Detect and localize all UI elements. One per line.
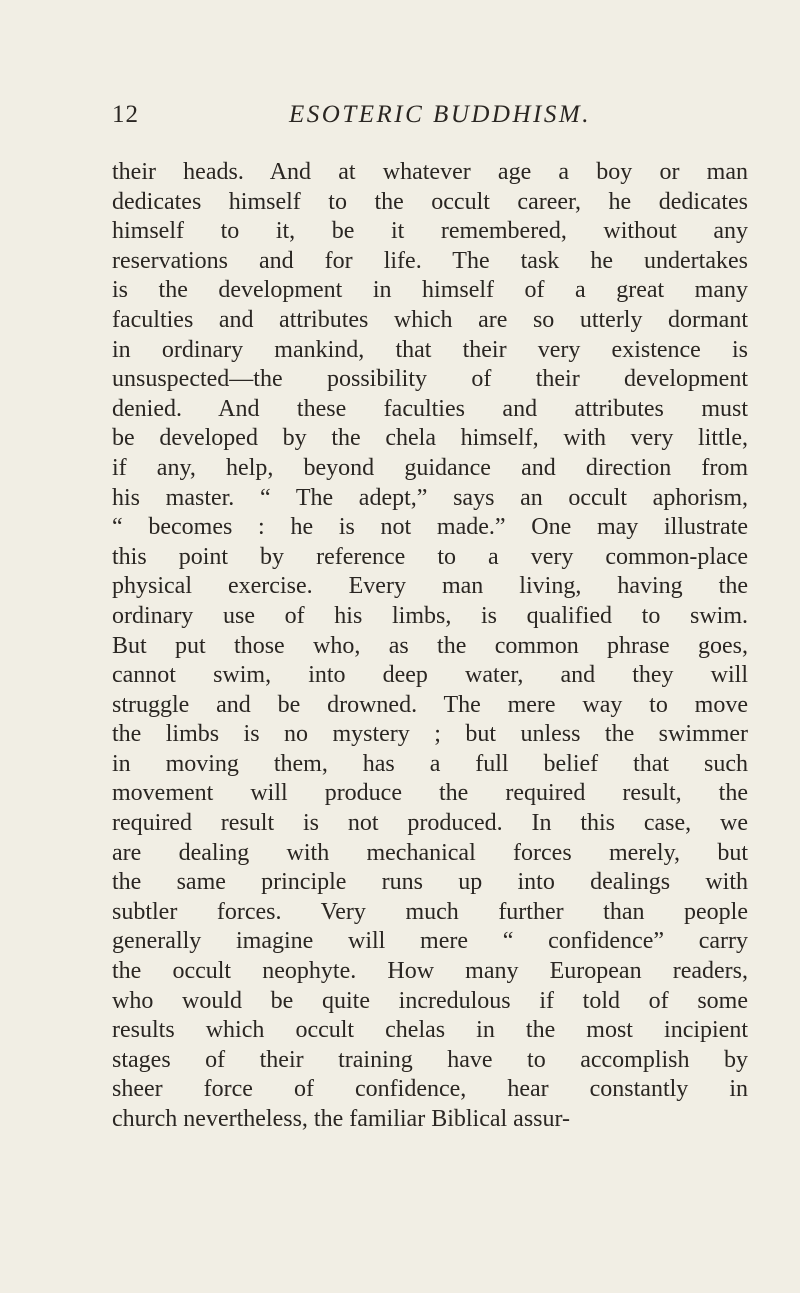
running-title: ESOTERIC BUDDHISM. (289, 101, 591, 128)
text-line: be developed by the chela himself, with very little, (112, 425, 748, 452)
text-line: struggle and be drowned. The mere way to move (112, 691, 748, 718)
text-line: the limbs is no mystery ; but unless the swimmer (112, 721, 748, 748)
text-line: stages of their training have to accomplish by (112, 1046, 748, 1073)
text-line: who would be quite incredulous if told of some (112, 987, 748, 1014)
text-line: church nevertheless, the familiar Biblical assur- (112, 1106, 571, 1132)
text-line: reservations and for life. The task he undertakes (112, 247, 748, 274)
text-line: cannot swim, into deep water, and they will (112, 662, 748, 689)
text-line: their heads. And at whatever age a boy or man (112, 159, 748, 185)
text-line: himself to it, be it remembered, without any (112, 218, 748, 245)
running-head (112, 98, 748, 132)
text-line: subtler forces. Very much further than people (112, 898, 748, 925)
text-line: in moving them, has a full belief that such (112, 750, 748, 777)
text-line: But put those who, as the common phrase goes, (112, 632, 748, 659)
text-line: in ordinary mankind, that their very existence is (112, 336, 748, 363)
text-line: this point by reference to a very common-place (112, 543, 748, 570)
text-line: are dealing with mechanical forces merely, but (112, 839, 748, 866)
text-line: the occult neophyte. How many European readers, (112, 958, 748, 985)
text-line: denied. And these faculties and attributes must (112, 395, 748, 422)
text-line: the same principle runs up into dealings with (112, 869, 748, 896)
text-line: faculties and attributes which are so utterly dormant (112, 306, 748, 333)
text-line: his master. “ The adept,” says an occult aphorism, (112, 484, 748, 511)
text-line: “ becomes : he is not made.” One may illustrate (112, 514, 748, 541)
text-line: physical exercise. Every man living, having the (112, 573, 748, 600)
text-line: if any, help, beyond guidance and direction from (112, 454, 748, 481)
text-line: sheer force of confidence, hear constantly in (112, 1076, 748, 1103)
body-text (112, 158, 748, 1135)
text-line: movement will produce the required result, the (112, 780, 748, 807)
text-line: required result is not produced. In this case, we (112, 810, 748, 837)
text-line: generally imagine will mere “ confidence” carry (112, 928, 748, 955)
text-line: dedicates himself to the occult career, he dedicates (112, 188, 748, 215)
text-line: ordinary use of his limbs, is qualified to swim. (112, 602, 748, 629)
text-line: is the development in himself of a great many (112, 277, 748, 304)
text-line: unsuspected—the possibility of their development (112, 366, 748, 393)
text-line: results which occult chelas in the most incipient (112, 1017, 748, 1044)
page-number: 12 (112, 101, 139, 128)
